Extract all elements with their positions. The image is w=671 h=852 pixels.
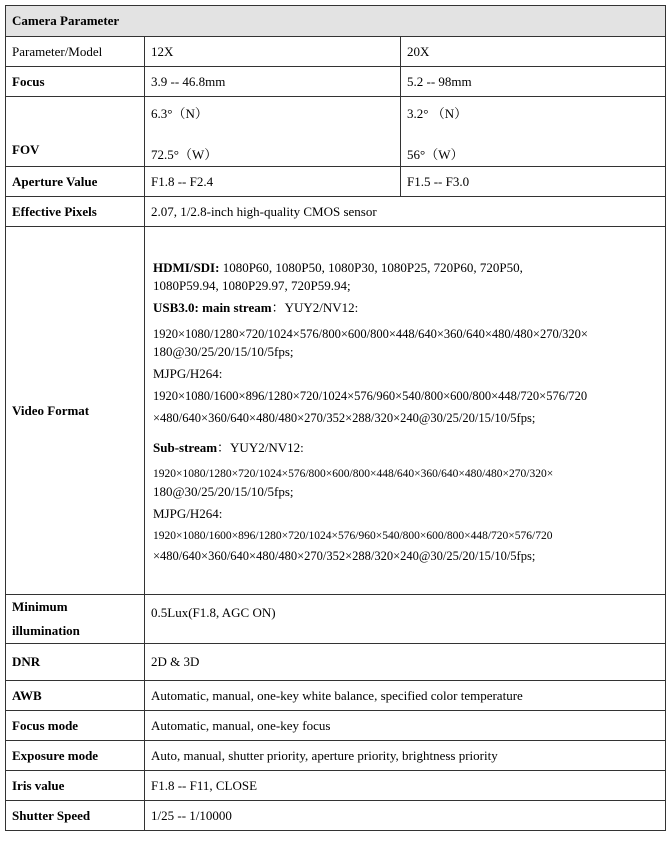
usb-main-label: USB3.0: main stream xyxy=(153,299,272,315)
fov-20x-narrow: 3.2° （N） xyxy=(407,106,468,121)
fov-20x-wide: 56°（W） xyxy=(407,147,464,162)
video-format-value xyxy=(145,227,666,595)
focus-label: Focus xyxy=(6,67,145,97)
main-mjpg-line2: ×480/640×360/640×480/480×270/352×288/320×240@30/25/20/15/10/5fps; xyxy=(153,410,536,425)
table-row xyxy=(6,741,666,771)
sub-mjpg-line1: 1920×1080/1600×896/1280×720/1024×576/960×540/800×600/800×448/720×576/720 xyxy=(153,529,553,542)
sub-mjpg-line2: ×480/640×360/640×480/480×270/352×288/320×240@30/25/20/15/10/5fps; xyxy=(153,548,536,563)
table-row xyxy=(6,37,666,67)
shutter-speed-label: Shutter Speed xyxy=(6,801,145,831)
model-20x: 20X xyxy=(401,37,666,67)
min-illumination-label-line1: Minimum xyxy=(12,599,68,614)
focus-12x: 3.9 -- 46.8mm xyxy=(145,67,401,97)
focus-mode-value: Automatic, manual, one-key focus xyxy=(145,711,666,741)
aperture-12x: F1.8 -- F2.4 xyxy=(145,167,401,197)
main-mjpg-line1: 1920×1080/1600×896/1280×720/1024×576/960×540/800×600/800×448/720×576/720 xyxy=(153,388,588,403)
table-row xyxy=(6,644,666,681)
main-yuy-line1: 1920×1080/1280×720/1024×576/800×600/800×448/640×360/640×480/480×270/320× xyxy=(153,326,588,341)
table-title-row xyxy=(6,6,666,37)
parameter-model-label: Parameter/Model xyxy=(6,37,145,67)
fov-12x xyxy=(145,97,401,167)
exposure-mode-value: Auto, manual, shutter priority, aperture priority, brightness priority xyxy=(145,741,666,771)
table-row xyxy=(6,167,666,197)
awb-label: AWB xyxy=(6,681,145,711)
main-mjpg-label: MJPG/H264: xyxy=(153,365,223,381)
pixels-value: 2.07, 1/2.8-inch high-quality CMOS sensor xyxy=(145,197,666,227)
aperture-label: Aperture Value xyxy=(6,167,145,197)
sub-stream-format: ：YUY2/NV12: xyxy=(217,439,304,455)
fov-label: FOV xyxy=(6,97,145,167)
usb-main-format: ：YUY2/NV12: xyxy=(271,299,359,315)
table-row xyxy=(6,711,666,741)
sub-mjpg-label: MJPG/H264: xyxy=(153,505,223,521)
table-row xyxy=(6,227,666,595)
main-yuy-line2: 180@30/25/20/15/10/5fps; xyxy=(153,343,294,359)
hdmi-line1: 1080P60, 1080P50, 1080P30, 1080P25, 720P60, 720P50, xyxy=(219,259,523,275)
table-row xyxy=(6,801,666,831)
pixels-label: Effective Pixels xyxy=(6,197,145,227)
sub-stream-label: Sub-stream xyxy=(153,439,218,455)
camera-parameter-table xyxy=(5,5,666,831)
iris-label: Iris value xyxy=(6,771,145,801)
focus-mode-label: Focus mode xyxy=(6,711,145,741)
table-row xyxy=(6,595,666,644)
hdmi-line2: 1080P59.94, 1080P29.97, 720P59.94; xyxy=(153,277,351,293)
shutter-speed-value: 1/25 -- 1/10000 xyxy=(145,801,666,831)
awb-value: Automatic, manual, one-key white balance, specified color temperature xyxy=(145,681,666,711)
min-illumination-value: 0.5Lux(F1.8, AGC ON) xyxy=(145,595,666,644)
aperture-20x: F1.5 -- F3.0 xyxy=(401,167,666,197)
table-row xyxy=(6,97,666,167)
hdmi-label: HDMI/SDI: xyxy=(153,259,220,275)
model-12x: 12X xyxy=(145,37,401,67)
dnr-label: DNR xyxy=(6,644,145,681)
table-row xyxy=(6,67,666,97)
sub-yuy-line1: 1920×1080/1280×720/1024×576/800×600/800×448/640×360/640×480/480×270/320× xyxy=(153,467,554,480)
fov-20x xyxy=(401,97,666,167)
table-title: Camera Parameter xyxy=(6,6,666,37)
iris-value: F1.8 -- F11, CLOSE xyxy=(145,771,666,801)
sub-yuy-line2: 180@30/25/20/15/10/5fps; xyxy=(153,483,294,499)
min-illumination-label-line2: illumination xyxy=(12,623,80,638)
fov-12x-wide: 72.5°（W） xyxy=(151,147,218,162)
exposure-mode-label: Exposure mode xyxy=(6,741,145,771)
table-row xyxy=(6,771,666,801)
min-illumination-label xyxy=(6,595,145,644)
focus-20x: 5.2 -- 98mm xyxy=(401,67,666,97)
video-format-label: Video Format xyxy=(6,227,145,595)
fov-12x-narrow: 6.3°（N） xyxy=(151,106,208,121)
dnr-value: 2D & 3D xyxy=(145,644,666,681)
table-row xyxy=(6,197,666,227)
table-row xyxy=(6,681,666,711)
